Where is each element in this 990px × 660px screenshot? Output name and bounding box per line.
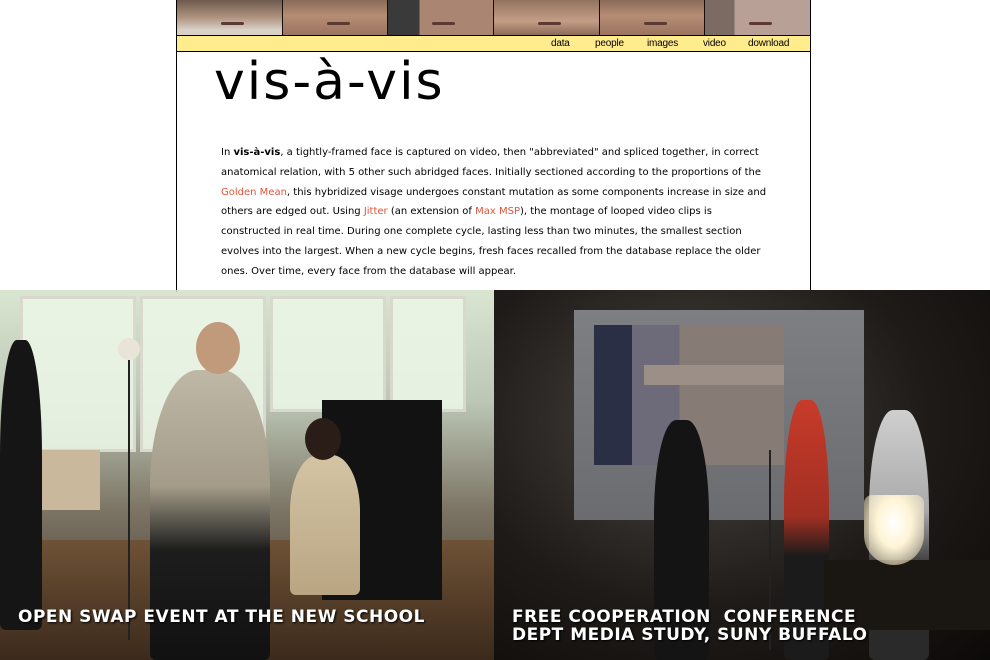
nav-bar <box>177 35 810 52</box>
photo-new-school-event <box>0 290 494 660</box>
lamp <box>864 495 924 565</box>
intro-text: In <box>221 147 234 158</box>
face-thumbnail <box>283 0 389 35</box>
golden-mean-link[interactable]: Golden Mean <box>221 186 287 198</box>
face-thumbnail <box>600 0 706 35</box>
nav-link-people[interactable]: people <box>595 38 624 49</box>
intro-text: , this hybridized visage undergoes constant mutation as some components increase in size and others are edged out. Using <box>221 186 767 218</box>
nav-link-download[interactable]: download <box>748 38 790 49</box>
face-thumbnail <box>177 0 283 35</box>
project-page-panel <box>176 0 811 292</box>
face-thumbnail <box>388 0 494 35</box>
photo-caption-left: OPEN SWAP EVENT AT THE NEW SCHOOL <box>18 607 425 627</box>
caption-line-1: FREE COOPERATION CONFERENCE <box>512 607 857 627</box>
max-msp-link[interactable]: Max MSP <box>475 206 520 218</box>
nav-link-data[interactable]: data <box>551 38 570 49</box>
jitter-link[interactable]: Jitter <box>363 206 388 218</box>
intro-text: , a tightly-framed face is captured on video, then "abbreviated" and spliced together, in correct anatomical relation, with 5 other such abridged faces. Initially sectioned according to the proportions of the <box>221 147 762 178</box>
intro-text: ), the montage of looped video clips is constructed in real time. During one complete cycle, lasting less than two minutes, the smallest section evolves into the largest. When a new cycle begins, fresh faces recalled from the database replace the older ones. Over time, every face from the database will appear. <box>221 206 761 277</box>
face-thumbnail <box>494 0 600 35</box>
project-name: vis-à-vis <box>233 147 281 158</box>
photo-caption-right <box>512 608 868 644</box>
nav-link-images[interactable]: images <box>647 38 679 49</box>
page-title: vis-à-vis <box>214 52 445 112</box>
caption-line-2: DEPT MEDIA STUDY, SUNY BUFFALO <box>512 625 868 645</box>
photo-buffalo-conference <box>494 290 990 660</box>
intro-paragraph <box>221 143 771 282</box>
face-montage-banner <box>177 0 810 35</box>
nav-link-video[interactable]: video <box>703 38 726 49</box>
intro-text: (an extension of <box>387 206 476 218</box>
face-thumbnail <box>705 0 810 35</box>
